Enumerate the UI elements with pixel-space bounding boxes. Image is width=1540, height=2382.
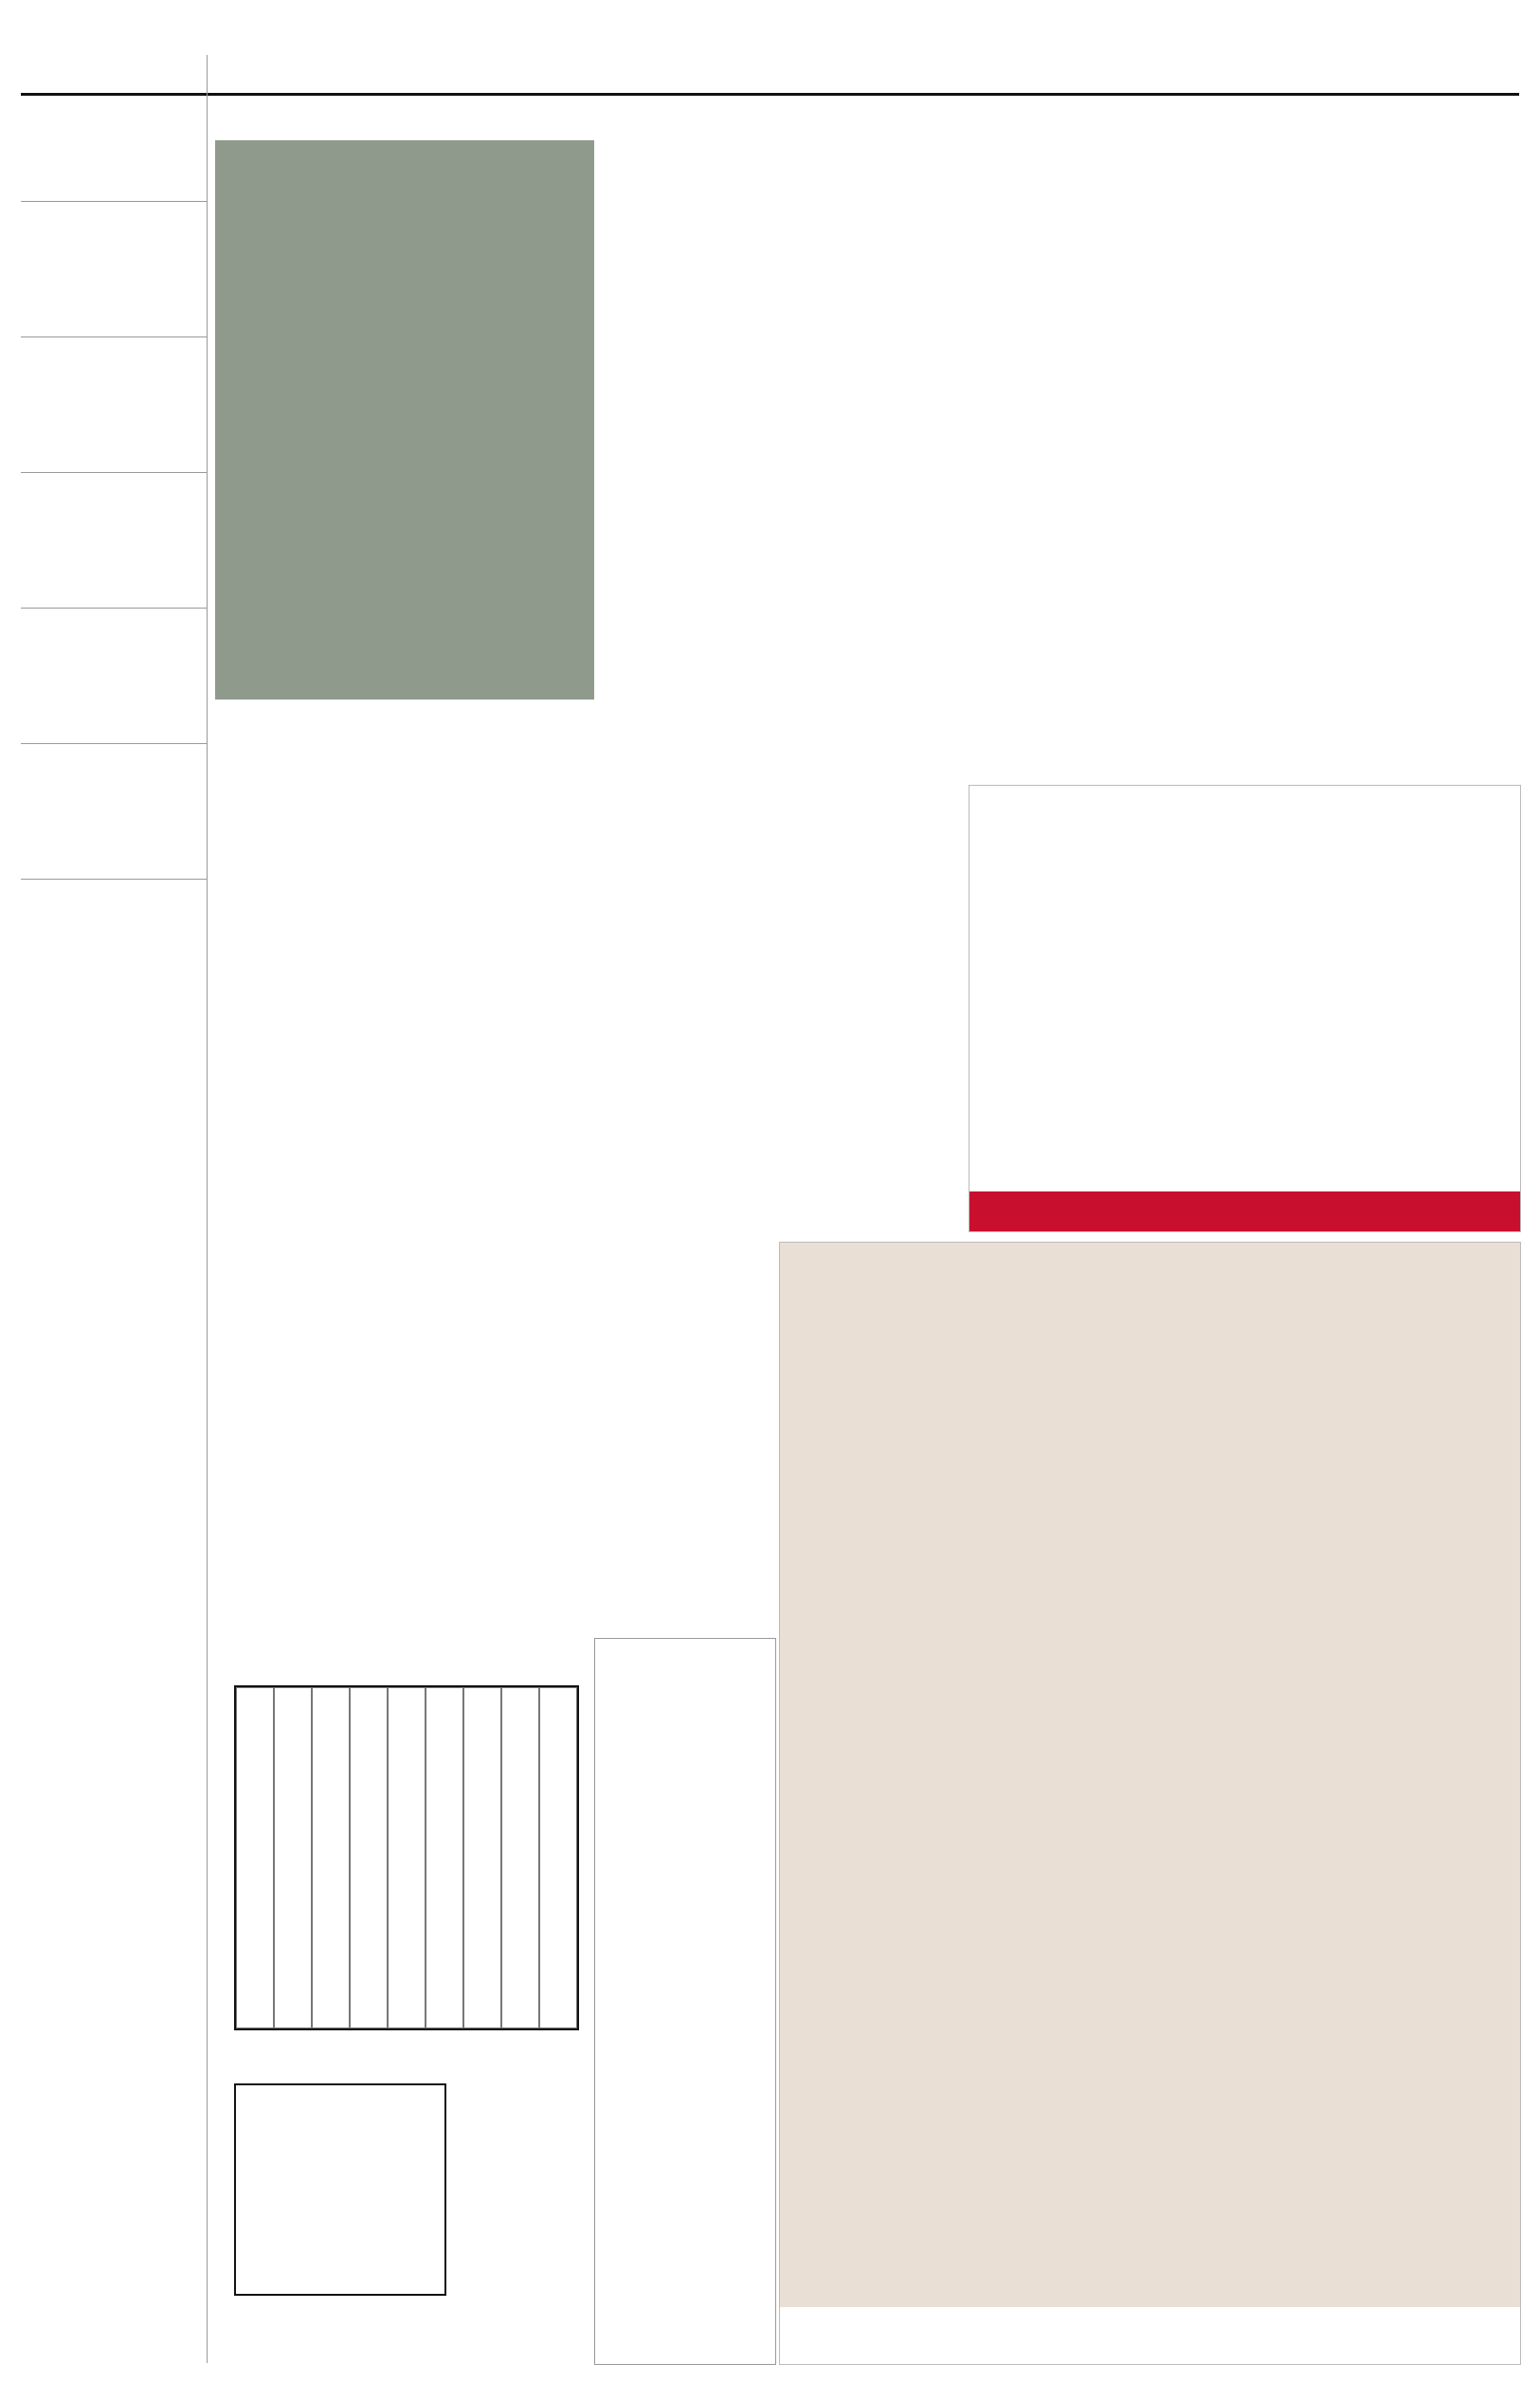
left-story — [21, 66, 207, 202]
left-story — [21, 744, 207, 880]
sudoku-solution-grid — [234, 2083, 446, 2296]
hospital-advert — [969, 785, 1521, 1232]
sudoku-cell — [501, 1687, 539, 2028]
left-story-body — [25, 351, 203, 464]
story-column-3c — [784, 1041, 964, 1249]
left-story — [21, 609, 207, 744]
story-column-2 — [599, 140, 779, 747]
sudoku-cell — [426, 1687, 463, 2028]
left-story-body — [25, 80, 203, 193]
news-photo — [215, 140, 594, 700]
sudoku-cell — [274, 1687, 312, 2028]
sudoku-cell — [463, 1687, 501, 2028]
left-story-body — [25, 757, 203, 871]
masthead — [21, 27, 1519, 96]
hospital-footer — [969, 1191, 1520, 1231]
story-column-3 — [784, 140, 964, 804]
left-column — [21, 55, 208, 2363]
newspaper-page — [21, 27, 1519, 2363]
left-story-body — [25, 486, 203, 600]
left-story — [21, 337, 207, 473]
sudoku-rules — [452, 2074, 585, 2358]
sudoku-cell — [236, 1687, 274, 2028]
tender-notice — [594, 1638, 776, 2365]
left-column-label — [21, 55, 207, 66]
sudoku-puzzle-grid — [234, 1685, 579, 2030]
jewellery-footer — [780, 2307, 1520, 2364]
lead-story — [215, 974, 774, 1638]
sudoku-cell — [539, 1687, 577, 2028]
left-story-body — [25, 622, 203, 736]
left-story — [21, 202, 207, 337]
left-story-body — [25, 215, 203, 329]
sudoku-cell — [350, 1687, 388, 2028]
left-story — [21, 473, 207, 609]
story-column-3b — [784, 813, 964, 1031]
sudoku-cell — [312, 1687, 350, 2028]
jewellery-advert — [779, 1242, 1521, 2365]
top-story — [969, 140, 1519, 775]
sudoku-cell — [388, 1687, 426, 2028]
